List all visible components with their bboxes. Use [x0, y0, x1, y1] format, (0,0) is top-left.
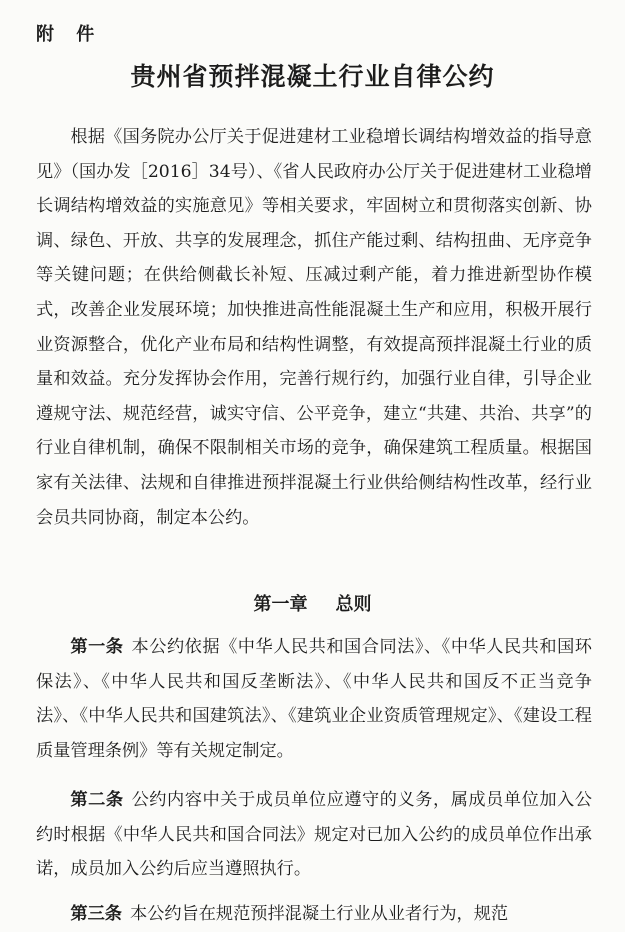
article-2-text: 公约内容中关于成员单位应遵守的义务，属成员单位加入公约时根据《中华人民共和国合同法》规定对已加入公约的成员单位作出承诺，成员加入公约后应当遵照执行。: [36, 790, 592, 880]
article-2-label: 第二条: [70, 790, 124, 810]
article-1: [36, 630, 592, 768]
chapter-name: 总则: [335, 594, 372, 615]
article-1-text: 本公约依据《中华人民共和国合同法》、《中华人民共和国环保法》、《中华人民共和国反垄断法》、《中华人民共和国反不正当竞争法》、《中华人民共和国建筑法》、《建筑业企业资质管理规定》、《建设工程质量管理条例》等有关规定制定。: [36, 637, 592, 761]
article-1-label: 第一条: [70, 637, 124, 657]
chapter-number: 第一章: [253, 594, 308, 615]
article-2: [36, 783, 592, 887]
document-title: 贵州省预拌混凝土行业自律公约: [130, 62, 495, 91]
article-3-text: 本公约旨在规范预拌混凝土行业从业者行为，规范: [129, 904, 509, 924]
annex-label: 附 件: [36, 24, 103, 45]
article-3-label: 第三条: [70, 904, 122, 924]
preamble-paragraph: 根据《国务院办公厅关于促进建材工业稳增长调结构增效益的指导意见》（国办发［2016］34号）、《省人民政府办公厅关于促进建材工业稳增长调结构增效益的实施意见》等相关要求，牢固树立和贯彻落实创新、协调、绿色、开放、共享的发展理念，抓住产能过剩、结构扭曲、无序竞争等关键问题；在供给侧截长补短、压减过剩产能，着力推进新型协作模式，改善企业发展环境；加快推进高性能混凝土生产和应用，积极开展行业资源整合，优化产业布局和结构性调整，有效提高预拌混凝土行业的质量和效益。充分发挥协会作用，完善行规行约，加强行业自律，引导企业遵规守法、规范经营，诚实守信、公平竞争，建立“共建、共治、共享”的行业自律机制，确保不限制相关市场的竞争，确保建筑工程质量。根据国家有关法律、法规和自律推进预拌混凝土行业供给侧结构性改革，经行业会员共同协商，制定本公约。: [36, 127, 592, 528]
article-3: [36, 897, 592, 932]
chapter-heading: [0, 590, 625, 616]
